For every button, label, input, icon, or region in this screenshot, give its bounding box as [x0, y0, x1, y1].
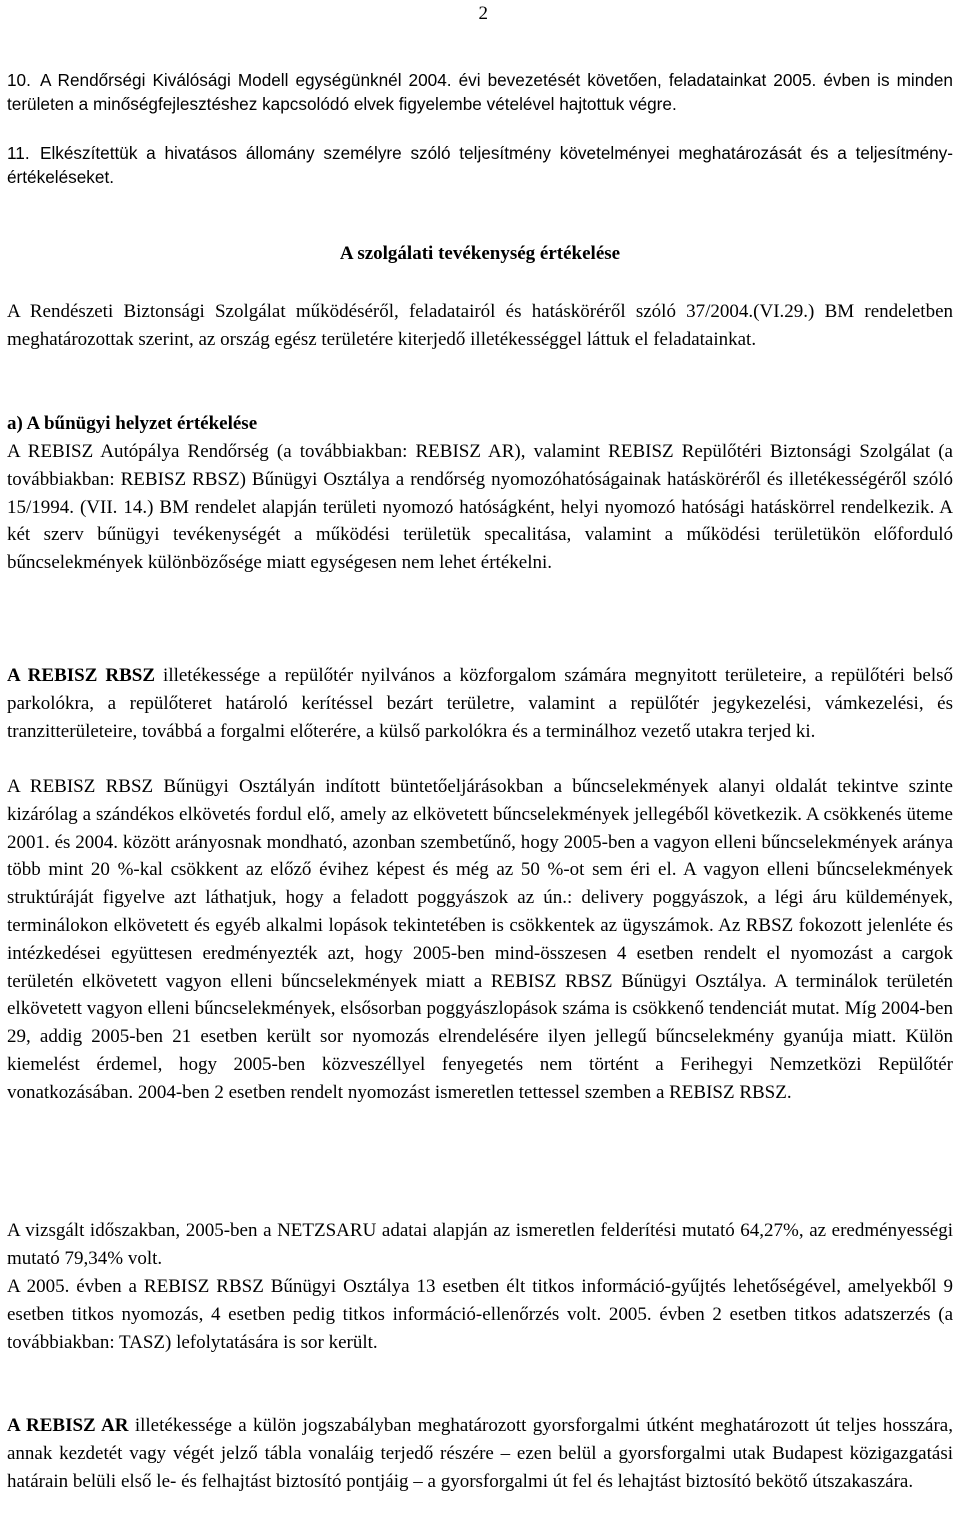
page-number: 2: [478, 3, 488, 24]
list-item-text: A Rendőrségi Kiválósági Modell egységünknél 2004. évi bevezetését követően, feladatainkat 2005. évben is minden területen a minőségfejlesztéshez kapcsolódó elvek figyelembe vételével hajtottuk végre.: [7, 70, 953, 115]
paragraph-rbsz-bunugyi: A REBISZ RBSZ Bűnügyi Osztályán indított büntetőeljárásokban a bűncselekmények alanyi oldalát tekintve szinte kizárólag a szándékos elkövetés fordul elő, amely az elkövetett bűncselekmények jellegéből következik. A csökkenés üteme 2001. és 2004. között arányosnak mondható, azonban szembetűnő, hogy 2005-ben a vagyon elleni bűncselekmények aránya több mint 20 %-kal csökkent az előző évihez képest és még az 50 %-ot sem éri el. A vagyon elleni bűncselekmények struktúráját figyelve azt láthatjuk, hogy a feladott poggyászok az ún.: delivery poggyászok, a légi áru küldemények, terminálokon elkövetett és egyéb alkalmi lopások tekintetében is csökkentek az ügyszámok. Az RBSZ fokozott jelenléte és intézkedései együttesen eredményezték azt, hogy 2005-ben mind-összesen 4 esetben rendelt el nyomozást a cargok területén elkövetett vagyon elleni bűncselekmények miatt a REBISZ RBSZ Bűnügyi Osztálya. A terminálok területén elkövetett vagyon elleni bűncselekmények, elsősorban poggyászlopások száma is csökkenő tendenciát mutat. Míg 2004-ben 29, addig 2005-ben 21 esetben került sor nyomozás elrendelésére ilyen jellegű bűncselekmény gyanúja miatt. Külön kiemelést érdemel, hogy 2005-ben közveszéllyel fenyegetés nem történt a Ferihegyi Nemzetközi Repülőtér vonatkozásában. 2004-ben 2 esetben rendelt nyomozást ismeretlen tettessel szemben a REBISZ RBSZ.: [7, 776, 953, 1103]
paragraph-ar: [7, 1412, 953, 1495]
list-item-text: Elkészítettük a hivatásos állomány személyre szóló teljesítmény követelményei meghatározását és a teljesítmény-értékeléseket.: [7, 143, 953, 188]
subsection-heading: a) A bűnügyi helyzet értékelése: [7, 413, 258, 434]
list-item-11: [7, 141, 953, 189]
paragraph-titkos: A 2005. évben a REBISZ RBSZ Bűnügyi Osztálya 13 esetben élt titkos információ-gyűjtés lehetőségével, amelyekből 9 esetben titkos nyomozás, 4 esetben pedig titkos információ-ellenőrzés volt. 2005. évben 2 esetben titkos adatszerzés (a továbbiakban: TASZ) lefolytatására is sor került.: [7, 1276, 953, 1353]
intro-paragraph: A Rendészeti Biztonsági Szolgálat működéséről, feladatairól és hatásköréről szóló 37/2004.(VI.29.) BM rendeletben meghatározottak szerint, az ország egész területére kiterjedő illetékességgel láttuk el feladatainkat.: [7, 301, 953, 350]
paragraph-bunugyi: A REBISZ Autópálya Rendőrség (a továbbiakban: REBISZ AR), valamint REBISZ Repülőtéri Biztonsági Szolgálat (a továbbiakban: REBISZ RBSZ) Bűnügyi Osztálya a rendőrség nyomozóhatóságainak hatásköréről és illetékességéről szóló 15/1994. (VII. 14.) BM rendelet alapján területi nyomozó hatóságként, helyi nyomozó hatósági hatáskörrel rendelkezik. A két szerv bűnügyi tevékenységét a működési területük specalitása, valamint a működési területükön előforduló bűncselekmények különbözősége miatt egységesen nem lehet értékelni.: [7, 441, 953, 574]
paragraph-lead: A REBISZ RBSZ: [7, 665, 156, 686]
list-item-10: [7, 68, 953, 116]
section-heading: A szolgálati tevékenység értékelése: [339, 243, 621, 264]
paragraph-netzsaru: A vizsgált időszakban, 2005-ben a NETZSARU adatai alapján az ismeretlen felderítési mutató 64,27%, az eredményességi mutató 79,34% volt.: [7, 1220, 953, 1269]
list-item-number: 11.: [7, 143, 30, 163]
paragraph-lead: A REBISZ AR: [7, 1415, 129, 1436]
paragraph-text: illetékessége a repülőtér nyilvános a közforgalom számára megnyitott területeire, a repülőtéri belső parkolókra, a repülőteret határoló kerítéssel bezárt területre, valamint a repülőtér jegykezelési, vámkezelési, és tranzitterületeire, továbbá a forgalmi előterére, a külső parkolókra és a terminálhoz vezető utakra terjed ki.: [7, 665, 953, 742]
paragraph-text: illetékessége a külön jogszabályban meghatározott gyorsforgalmi útként meghatározott út teljes hosszára, annak kezdetét vagy végét jelző tábla vonaláig terjedő részére – ezen belül a gyorsforgalmi utak Budapest közigazgatási határain belüli első le- és felhajtást biztosító pontjáig – a gyorsforgalmi út fel és lehajtást biztosító bekötő útszakaszára.: [7, 1415, 953, 1492]
list-item-number: 10.: [7, 70, 31, 90]
paragraph-rbsz: [7, 662, 953, 745]
